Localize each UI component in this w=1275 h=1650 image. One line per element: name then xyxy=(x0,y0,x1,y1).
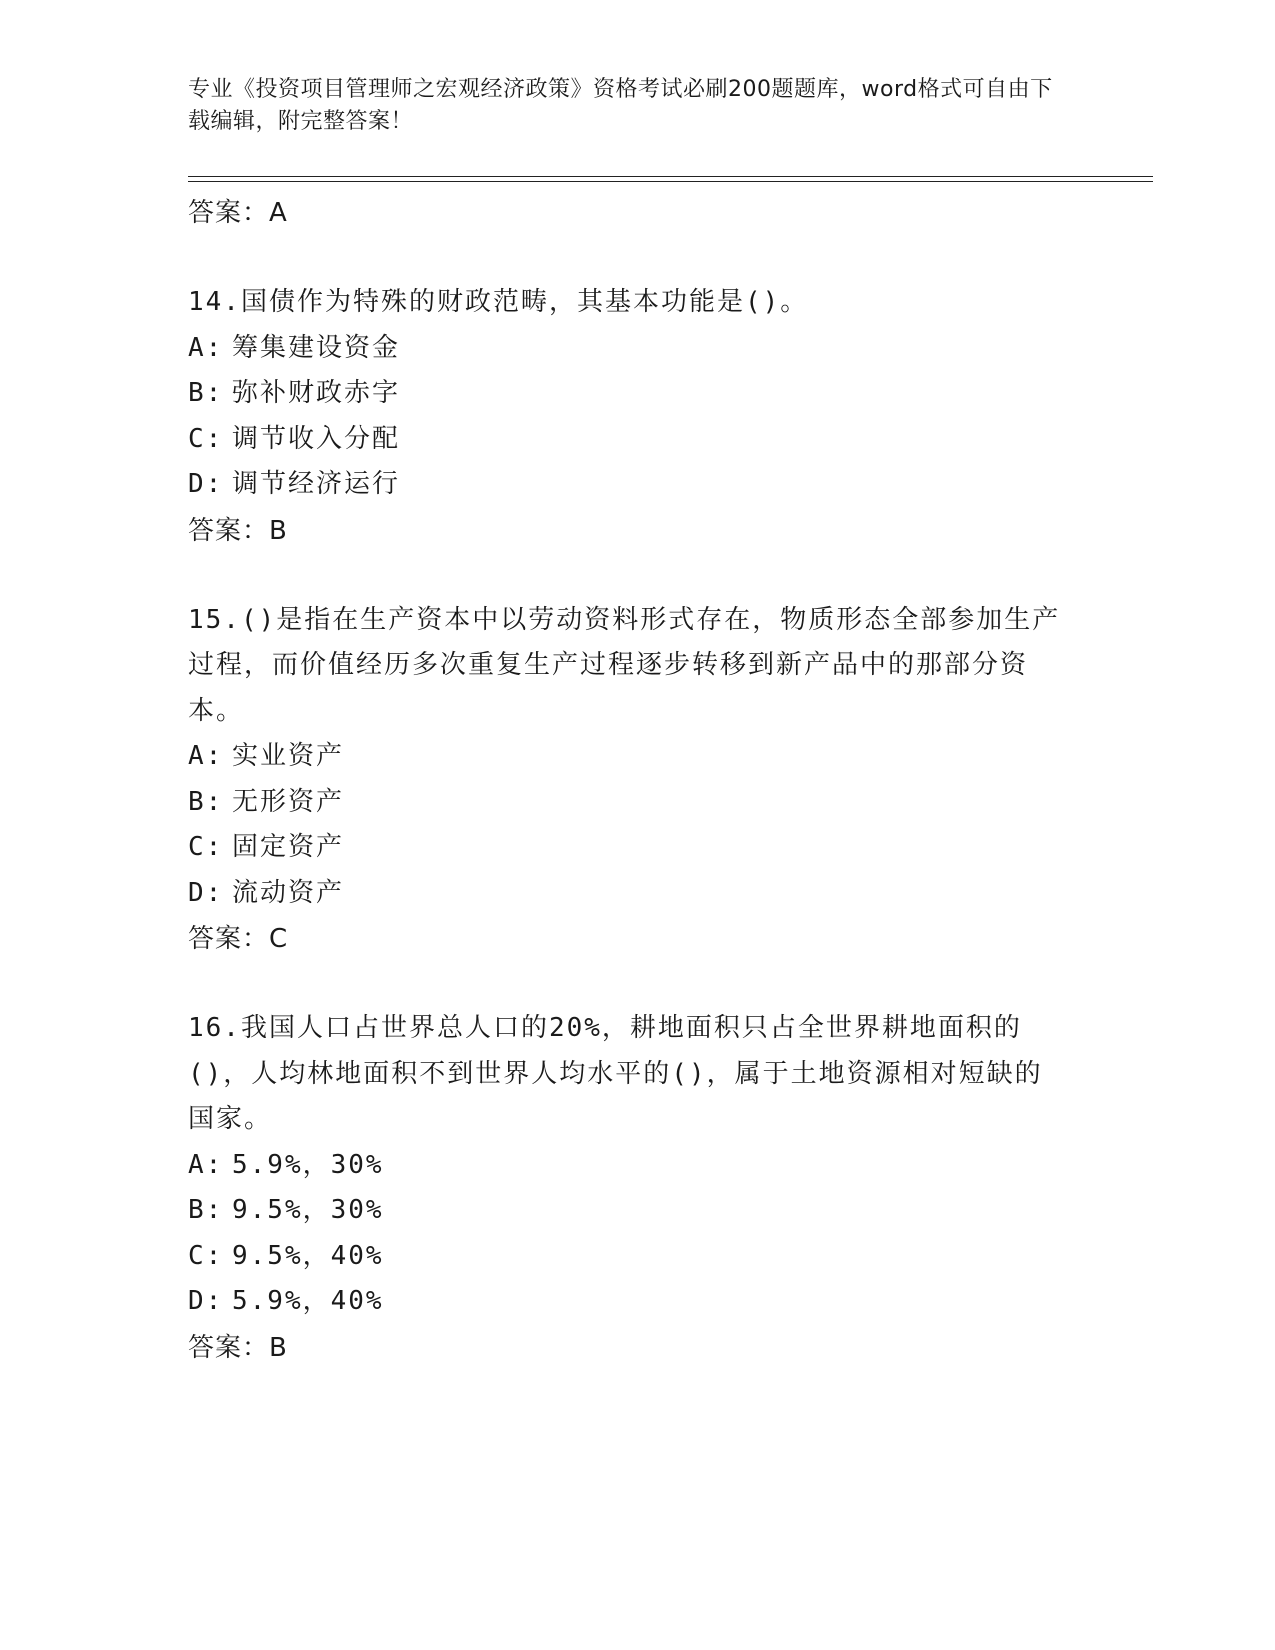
option-text: 5.9%，40% xyxy=(232,1286,384,1316)
question-15 xyxy=(188,598,1088,963)
option-c xyxy=(188,417,1088,463)
option-key: A: xyxy=(188,332,224,363)
document-header-title: 专业《投资项目管理师之宏观经济政策》资格考试必刷200题题库，word格式可自由下载编辑，附完整答案！ xyxy=(188,77,1053,134)
answer: 答案：B xyxy=(188,1332,288,1363)
option-key: D: xyxy=(188,469,224,499)
option-text: 弥补财政赤字 xyxy=(232,378,401,408)
option-d xyxy=(188,871,1088,917)
option-c xyxy=(188,1234,1088,1280)
option-b xyxy=(188,1188,1088,1234)
previous-answer: 答案：A xyxy=(188,198,288,228)
option-a xyxy=(188,734,1088,780)
question-14 xyxy=(188,280,1088,554)
question-16 xyxy=(188,1006,1088,1371)
option-a xyxy=(188,326,1088,372)
option-text: 实业资产 xyxy=(232,741,345,771)
option-key: C: xyxy=(188,423,224,454)
option-key: C: xyxy=(188,1240,224,1271)
option-key: D: xyxy=(188,1286,224,1316)
option-c xyxy=(188,825,1088,871)
option-key: A: xyxy=(188,741,224,771)
option-key: C: xyxy=(188,832,224,862)
option-key: D: xyxy=(188,877,224,908)
option-a xyxy=(188,1143,1088,1189)
option-d xyxy=(188,462,1088,508)
option-text: 调节收入分配 xyxy=(232,423,401,454)
option-key: B: xyxy=(188,1195,224,1225)
question-list xyxy=(188,190,1088,1371)
option-text: 调节经济运行 xyxy=(232,469,401,499)
question-stem: 14.国债作为特殊的财政范畴，其基本功能是()。 xyxy=(188,287,809,317)
option-text: 5.9%，30% xyxy=(232,1149,384,1180)
header-rule-top xyxy=(188,176,1153,177)
answer: 答案：C xyxy=(188,924,289,954)
option-key: A: xyxy=(188,1149,224,1180)
question-stem: 16.我国人口占世界总人口的20%，耕地面积只占全世界耕地面积的()，人均林地面积不到世界人均水平的()，属于土地资源相对短缺的国家。 xyxy=(188,1013,1043,1134)
option-text: 9.5%，30% xyxy=(232,1195,384,1225)
option-text: 流动资产 xyxy=(232,877,345,908)
option-key: B: xyxy=(188,786,224,817)
option-text: 9.5%，40% xyxy=(232,1240,384,1271)
option-text: 筹集建设资金 xyxy=(232,332,401,363)
answer: 答案：B xyxy=(188,515,288,546)
option-b xyxy=(188,371,1088,417)
question-stem: 15.()是指在生产资本中以劳动资料形式存在，物质形态全部参加生产过程，而价值经历多次重复生产过程逐步转移到新产品中的那部分资本。 xyxy=(188,604,1061,726)
option-text: 无形资产 xyxy=(232,786,345,817)
option-b xyxy=(188,780,1088,826)
option-text: 固定资产 xyxy=(232,832,345,862)
option-key: B: xyxy=(188,378,224,408)
option-d xyxy=(188,1279,1088,1325)
header-rule-bottom xyxy=(188,181,1153,182)
